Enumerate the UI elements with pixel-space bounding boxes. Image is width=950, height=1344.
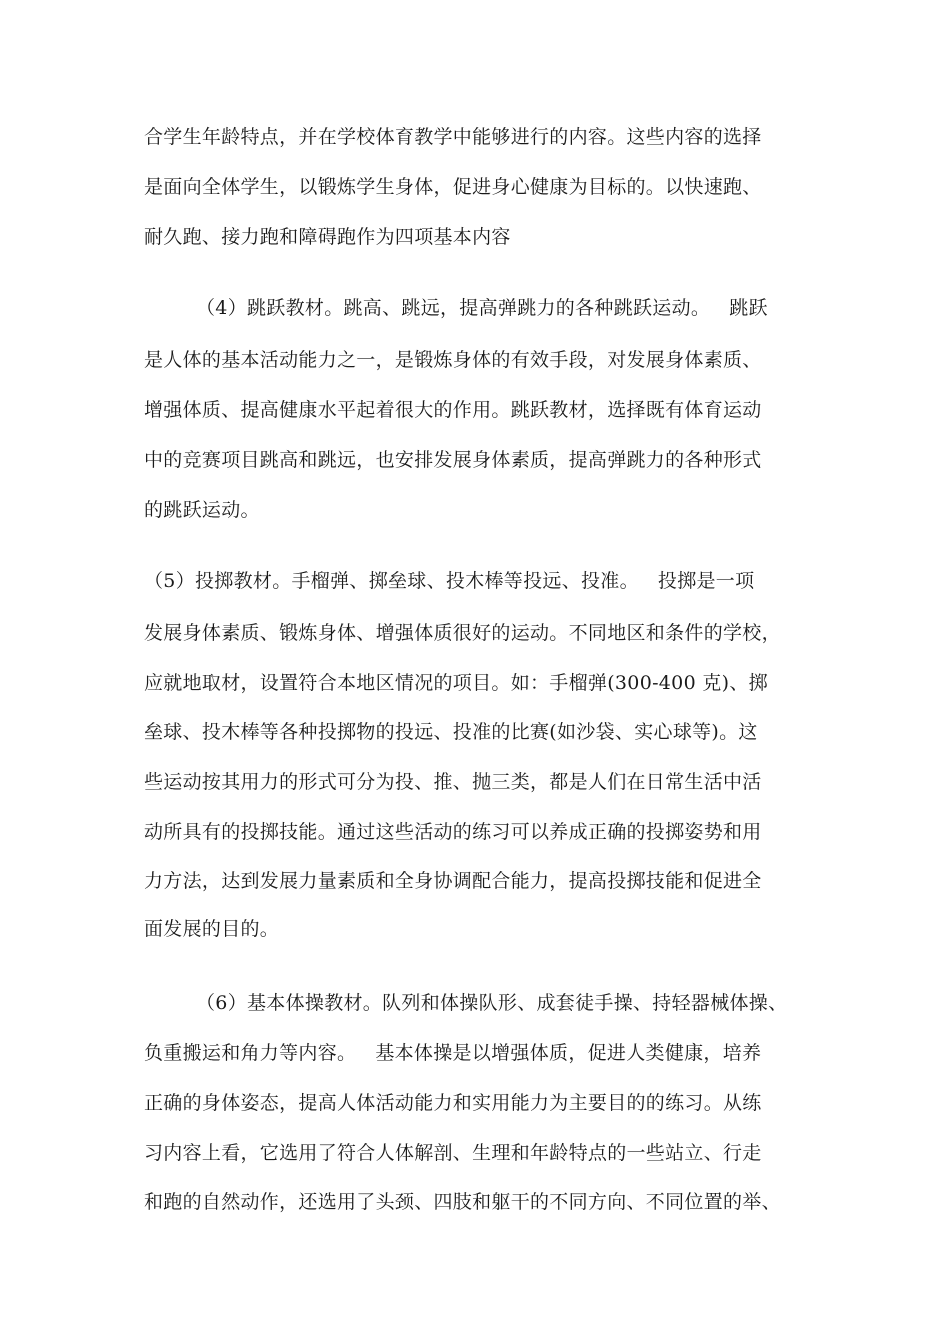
paragraph-3-line-2: 发展身体素质、锻炼身体、增强体质很好的运动。不同地区和条件的学校，	[144, 622, 781, 644]
paragraph-3-line-4: 垒球、投木棒等各种投掷物的投远、投准的比赛(如沙袋、实心球等)。这	[144, 721, 758, 743]
paragraph-4-line-3: 正确的身体姿态，提高人体活动能力和实用能力为主要目的的练习。从练	[144, 1092, 762, 1114]
paragraph-1-line-2: 是面向全体学生，以锻炼学生身体，促进身心健康为目标的。以快速跑、	[144, 176, 762, 198]
paragraph-3-line-3: 应就地取材，设置符合本地区情况的项目。如：手榴弹(300-400 克)、掷	[144, 672, 768, 694]
paragraph-2-line-3: 增强体质、提高健康水平起着很大的作用。跳跃教材，选择既有体育运动	[144, 399, 762, 421]
paragraph-2-line-2: 是人体的基本活动能力之一，是锻炼身体的有效手段，对发展身体素质、	[144, 349, 762, 371]
paragraph-2-line-5: 的跳跃运动。	[144, 499, 260, 521]
paragraph-4-line-1: （6）基本体操教材。队列和体操队形、成套徒手操、持轻器械体操、	[196, 992, 788, 1014]
paragraph-3-line-5: 些运动按其用力的形式可分为投、推、抛三类，都是人们在日常生活中活	[144, 771, 762, 793]
paragraph-3-line-6: 动所具有的投掷技能。通过这些活动的练习可以养成正确的投掷姿势和用	[144, 821, 762, 843]
paragraph-3-line-7: 力方法，达到发展力量素质和全身协调配合能力，提高投掷技能和促进全	[144, 870, 762, 892]
paragraph-2-line-4: 中的竞赛项目跳高和跳远，也安排发展身体素质，提高弹跳力的各种形式	[144, 449, 762, 471]
paragraph-3-line-1: （5）投掷教材。手榴弹、掷垒球、投木棒等投远、投准。 投掷是一项	[144, 570, 755, 592]
paragraph-4-line-5: 和跑的自然动作，还选用了头颈、四肢和躯干的不同方向、不同位置的举、	[144, 1191, 781, 1213]
paragraph-1-line-1: 合学生年龄特点，并在学校体育教学中能够进行的内容。这些内容的选择	[144, 126, 762, 148]
paragraph-4-line-2: 负重搬运和角力等内容。 基本体操是以增强体质，促进人类健康，培养	[144, 1042, 762, 1064]
paragraph-2-line-1: （4）跳跃教材。跳高、跳远，提高弹跳力的各种跳跃运动。 跳跃	[196, 297, 768, 319]
paragraph-4-line-4: 习内容上看，它选用了符合人体解剖、生理和年龄特点的一些站立、行走	[144, 1142, 762, 1164]
paragraph-1-line-3: 耐久跑、接力跑和障碍跑作为四项基本内容	[144, 226, 511, 248]
paragraph-3-line-8: 面发展的目的。	[144, 918, 280, 940]
